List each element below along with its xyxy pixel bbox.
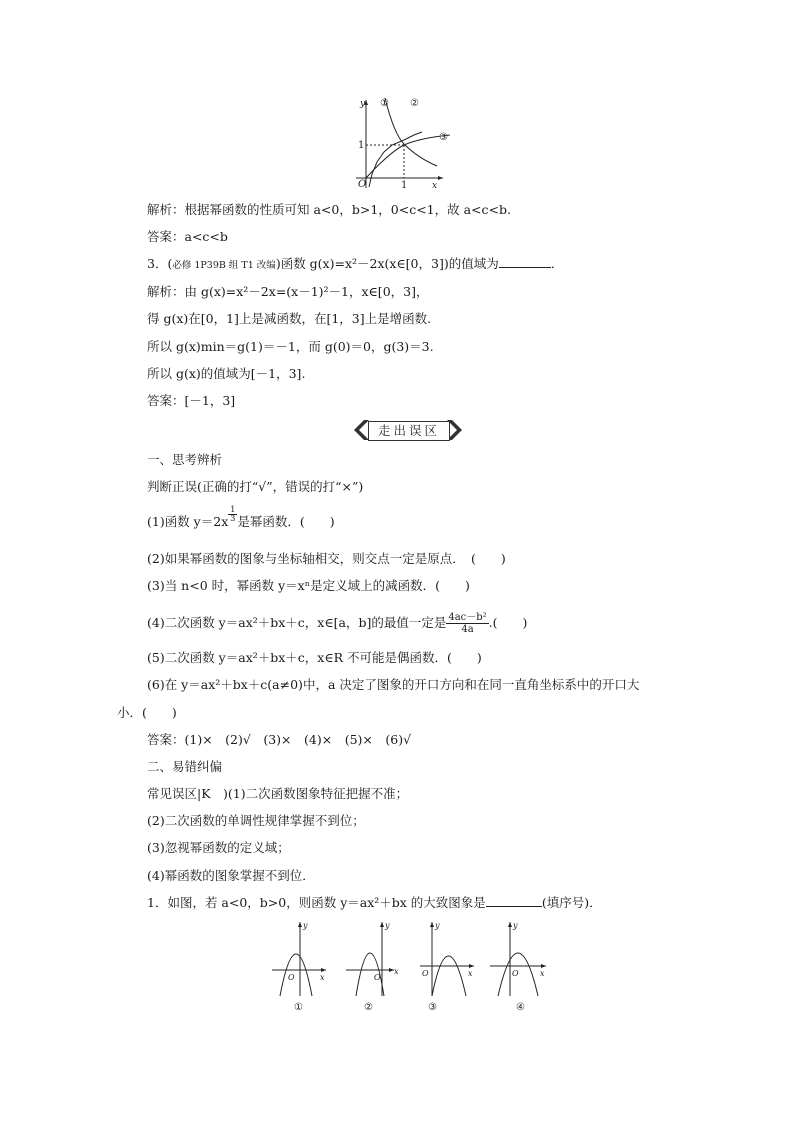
svg-text:y: y <box>385 921 390 930</box>
section-heading-1: 一、思考辨析 <box>147 452 223 467</box>
curve-3-label: ③ <box>439 132 448 143</box>
svg-text:y: y <box>513 921 518 930</box>
question-3-end: ． <box>550 256 564 271</box>
question-3-source: 必修 1P39B 组 T1 改编 <box>172 260 276 271</box>
svg-text:y: y <box>435 921 440 930</box>
curve-2-label: ② <box>410 98 419 109</box>
graph-4 <box>488 918 550 1014</box>
curve-3 <box>366 135 450 178</box>
misconception-1: 常见误区|K )(1)二次函数图象特征把握不准； <box>147 786 409 801</box>
analysis-3-line-3: 所以 g(x)min＝g(1)＝－1，而 g(0)＝0，g(3)＝3. <box>147 339 434 354</box>
analysis-3-line-1: 解析：由 g(x)=x²－2x=(x－1)²－1，x∈[0，3]， <box>147 284 429 299</box>
statement-2: (2)如果幂函数的图象与坐标轴相交，则交点一定是原点． ( ) <box>147 551 506 566</box>
exponent-fraction: $\frac{1}{3}$ <box>230 505 236 523</box>
svg-text:y: y <box>303 921 308 930</box>
question-3 <box>147 256 563 274</box>
figure-origin: O <box>358 179 367 190</box>
svg-text:x: x <box>540 969 545 978</box>
svg-text:x: x <box>468 969 473 978</box>
section-banner <box>352 418 464 442</box>
svg-text:x: x <box>394 967 399 976</box>
parabola-3 <box>432 956 466 996</box>
misconception-2: (2)二次函数的单调性规律掌握不到位； <box>147 813 365 828</box>
graph-1-label: ① <box>294 1002 303 1013</box>
question-3-text: )函数 g(x)=x²－2x(x∈[0，3])的值域为 <box>275 256 499 271</box>
judge-intro: 判断正误(正确的打“√”，错误的打“×”) <box>147 479 364 494</box>
statement-6: (6)在 y＝ax²＋bx＋c(a≠0)中，a 决定了图象的开口方向和在同一直角坐标系中的开口大 <box>147 677 640 692</box>
statement-6-cont: 小．( ) <box>117 705 177 720</box>
answer-1: 答案：a<c<b <box>147 229 228 244</box>
graph-3-label: ③ <box>428 1002 437 1013</box>
section-banner-title: 走出误区 <box>368 421 450 441</box>
parabola-1 <box>280 954 312 996</box>
section-heading-2: 二、易错纠偏 <box>147 759 223 774</box>
answer-3: 答案：[－1，3] <box>147 393 236 408</box>
curve-1-label: ① <box>380 98 389 109</box>
extremum-fraction: $\frac{\text{4ac－b²}}{4a}$ <box>448 612 487 635</box>
figure-y-label: y <box>360 99 366 109</box>
graph-3 <box>418 918 478 1014</box>
question-1: 1．如图，若 a<0，b>0，则函数 y＝ax²＋bx 的大致图象是 (填序号)． <box>147 895 602 910</box>
graph-2-label: ② <box>364 1002 373 1013</box>
answer-blank-2[interactable] <box>486 895 542 907</box>
svg-text:O: O <box>374 973 381 982</box>
figure-x-label: x <box>432 181 438 191</box>
svg-text:O: O <box>422 969 429 978</box>
figure-y-tick-1: 1 <box>358 140 365 151</box>
graph-2 <box>344 918 404 1014</box>
misconception-4: (4)幂函数的图象掌握不到位． <box>147 868 315 883</box>
svg-text:O: O <box>512 969 519 978</box>
answer-blank[interactable] <box>499 256 551 268</box>
answers-judgement: 答案：(1)× (2)√ (3)× (4)× (5)× (6)√ <box>147 732 412 747</box>
statement-5: (5)二次函数 y＝ax²＋bx＋c，x∈R 不可能是偶函数．( ) <box>147 650 482 665</box>
statement-1: (1)函数 y＝2x $\frac{1}{3}$ 是幂函数．( ) <box>147 505 335 529</box>
graph-1 <box>270 918 330 1014</box>
analysis-1: 解析：根据幂函数的性质可知 a<0，b>1，0<c<1，故 a<c<b. <box>147 202 511 217</box>
statement-4: (4)二次函数 y＝ax²＋bx＋c，x∈[a，b]的最值一定是 $\frac{\text{4ac－b²}}{4a}$ .( ) <box>147 612 528 635</box>
svg-text:x: x <box>320 973 325 982</box>
question-3-prefix: 3．( <box>147 256 173 271</box>
power-function-figure <box>350 92 450 194</box>
curve-1 <box>369 132 422 187</box>
analysis-3-line-2: 得 g(x)在[0，1]上是减函数，在[1，3]上是增函数. <box>147 311 432 326</box>
analysis-3-line-4: 所以 g(x)的值域为[－1，3]. <box>147 366 306 381</box>
graph-4-label: ④ <box>516 1002 525 1013</box>
misconception-3: (3)忽视幂函数的定义域； <box>147 840 290 855</box>
svg-text:O: O <box>288 973 295 982</box>
statement-3: (3)当 n<0 时，幂函数 y＝xⁿ是定义域上的减函数．( ) <box>147 578 470 593</box>
figure-x-tick-1: 1 <box>401 180 408 191</box>
